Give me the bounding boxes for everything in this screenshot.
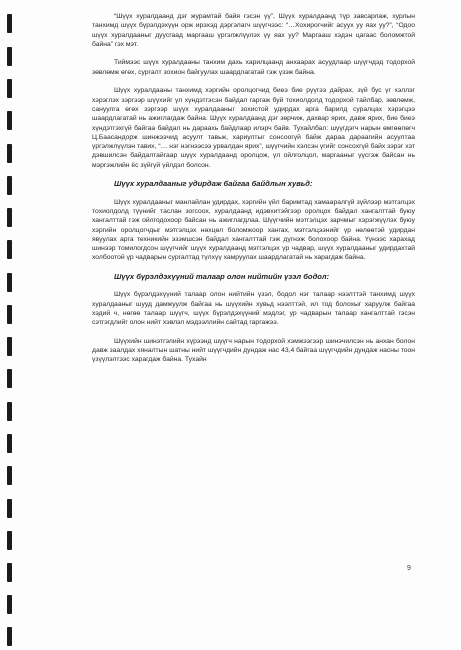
paragraph-judicial-reform: Шүүхийн шинэтгэлийн хүрээнд шүүгч нарын тодорхой хэмжээгээр шинэчилсэн нь анхан болон давж заалдах хяналтын шатны нийт шүүгчдийн дундаж нас 43,4 байгаа шүүгчдийн дундаж насны тоон үзүүлэлтээс харагдаж байна. Тухайн — [92, 337, 415, 364]
paragraph-recommendation: Тиймээс шүүх хуралдааны танхим дахь харилцаанд анхаарах асуудлаар шүүгчдэд тодорхой зөвлөмж өгөх, сургалт зохион байгуулах шаардлагатай гэж үзэж байна. — [92, 59, 415, 76]
paragraph-courtroom-conduct: Шүүх хуралдааны танхимд хэргийн оролцогчид биеэ бие рүүгээ дайрах, зүй бус үг хэллэг хэрэглэх зэргээр шүүхийг үл хүндэтгэсэн байдал гаргаж буй тохиолдолд тодорхой тайлбар, зөвлөмж, сануулга өгөх зэргээр шүүх хуралдааныг зохистой удирдах арга барилд суралцах хэрэгцээ шаардлагатай нь ажиглагдаж байна. Шүүх хуралдаанд дэг зөрчиж, дахвар ярих, давж ярих, бие биеэ хүндэтгэхгүй байгаа байдал нь дараахь байдлаар илэрч байв. Тухайлбал: шүүгдэгч нарын өмгөөлөгч Ц.Баасандорж шинжээчид асуулт тавьж, хариултыг сонсоогүй байж дараа дараагийн асуултаа үргэлжлүүлэн тавих, “… нэг нэгнээсээ урвалдан ярих”, шүүгчийн хэлсэн үгийг сонсохгүй байх зэрэг хэт дэвшилсэн байдалтайгаар шүүх хуралдаанд оролцож, үл ойлголцол, маргааныг үүсгэж байсан нь мэргэжлийн ёс зүйгүй үйлдэл болсон. — [92, 87, 415, 169]
paragraph-quote-examples: “Шүүх хуралдаанд дэг журамтай байя гэсэн үү”, Шүүх хуралдаанд түр завсарлаж, хурлын танхимд шүүх бүрэлдэхүүн орж ирэхэд дэргэлагч шүүгчээс: “…Хохирогчийг асуух уу яах уу?”, “Одоо шүүх хуралдааныг дуусгаад маргааш үргэлжлүүлэх үү яах уу? Маргааш хэдэн цагаас боломжтой байна” гэх мэт. — [92, 13, 415, 48]
binding-holes — [7, 0, 17, 650]
section-heading-public-opinion: Шүүх бүрэлдэхүүний талаар олон нийтийн үзэл бодол: — [114, 272, 330, 282]
paragraph-public-opinion: Шүүх бүрэлдэхүүний талаар олон нийтийн үзэл, бодол нэг талаар нээлттэй танхимд шүүх хуралдааныг шууд дамжуулж байгаа нь шүүхийн хувьд нээлттэй, ил тод болохыг харуулж байгаа хэдий ч, нөгөө талаар шүүгч, шүүх бүрэлдэхүүний мэдлэг, ур чадварын талаар хангалттай гэсэн сэтгэгдлийг олон нийт хэвлэл мэдээллийн сайтад гаргажээ. — [92, 291, 415, 327]
paragraph-hearing-management: Шүүх хуралдааныг манлайлан удирдах, хэргийн үйл баримтад хамааралгүй зүйлээр мэтгэлцэх тохиолдолд түүнийг таслан зогсоох, хуралдаанд идэвхитэйгээр оролцох байдал хангалттай буюу хангалттай гэж ойлгодохоор байсан нь ажиглагдлаа. Шүүгчийн мэтгэлцэх зарчмыг хэрэгжүүлэх буюу хэргийн оролцогчдыг мэтгэлцэх нөхцөл боломжоор хангах, мэтгэлцээнийг үр нөлөөтэй удирдан явуулах арга техникийн эзэмшсэн байдал хангалттай гэж дүгнэж болохоор байна. Үүнээс харахад шинээр томилогдсон шүүгчийг шүүх хуралдаанд мэтгэлцэх үр чадвар, шүүх хуралдааныг удирдахтай холбоотой үр чадварын сургалтад түлхүү хамруулах шаардлагатай нь харагдаж байна. — [92, 198, 415, 262]
page-number: 9 — [407, 565, 411, 572]
section-heading-hearing-management: Шүүх хуралдааныг удирдаж байгаа байдлын хувьд: — [114, 179, 313, 189]
document-body — [92, 12, 415, 374]
